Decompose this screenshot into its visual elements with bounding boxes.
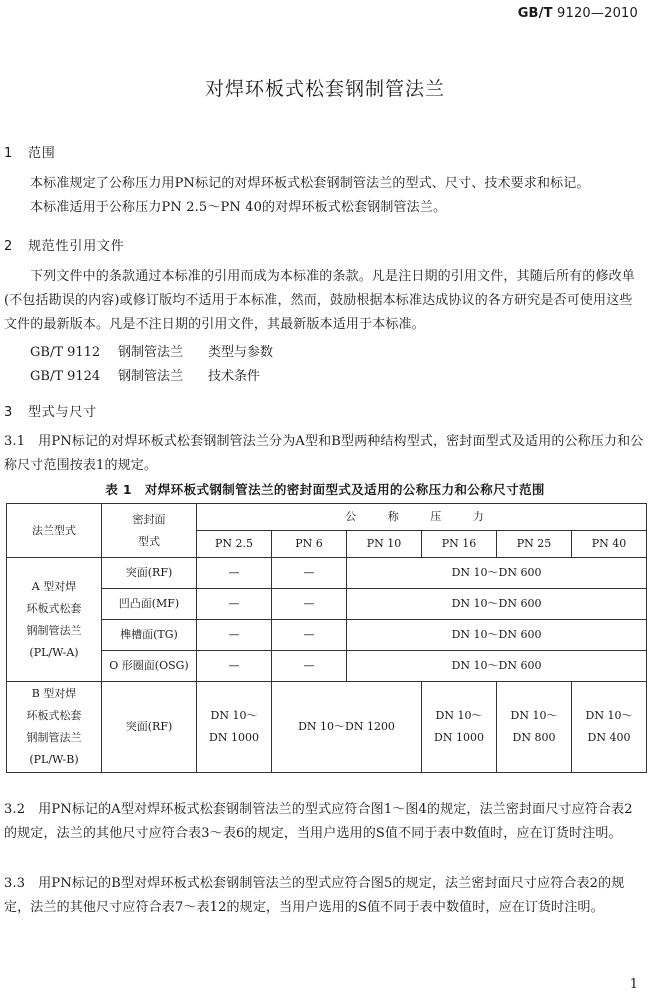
header-pn: PN 2.5	[197, 531, 272, 558]
header-pn: PN 40	[572, 531, 647, 558]
value-cell: DN 10～ DN 1000	[422, 682, 497, 773]
type-b-cell: B 型对焊 环板式松套 钢制管法兰 (PL/W-B)	[7, 682, 102, 773]
header-pn: PN 25	[497, 531, 572, 558]
section-3-heading: 3 型式与尺寸	[4, 405, 98, 420]
reference-item: GB/T 9124 钢制管法兰 技术条件	[30, 369, 261, 384]
table-row	[7, 589, 647, 620]
value-cell: —	[197, 558, 272, 589]
table-1-caption: 表 1 对焊环板式钢制管法兰的密封面型式及适用的公称压力和公称尺寸范围	[105, 482, 545, 497]
reference-item: GB/T 9112 钢制管法兰 类型与参数	[30, 345, 274, 360]
seal-cell: 凹凸面(MF)	[102, 589, 197, 620]
range-cell: DN 10～DN 600	[347, 589, 647, 620]
seal-cell: 突面(RF)	[102, 682, 197, 773]
value-cell: DN 10～ DN 1000	[197, 682, 272, 773]
value-cell: —	[197, 589, 272, 620]
table-1	[6, 503, 647, 773]
section-2-heading: 2 规范性引用文件	[4, 239, 125, 254]
table-row	[7, 558, 647, 589]
standard-code: GB/T 9120—2010	[517, 6, 638, 21]
seal-cell: 突面(RF)	[102, 558, 197, 589]
table-row	[7, 620, 647, 651]
section-1-paragraph-1: 本标准规定了公称压力用PN标记的对焊环板式松套钢制管法兰的型式、尺寸、技术要求和标记。	[30, 176, 590, 191]
section-1-heading: 1 范围	[4, 146, 56, 161]
value-cell: —	[272, 589, 347, 620]
value-cell: —	[272, 651, 347, 682]
header-flange-type: 法兰型式	[7, 504, 102, 558]
table-row	[7, 651, 647, 682]
header-pn: PN 16	[422, 531, 497, 558]
header-nominal-pressure: 公 称 压 力	[197, 504, 647, 531]
value-cell: —	[272, 620, 347, 651]
clause-3-2: 3.2 用PN标记的A型对焊环板式松套钢制管法兰的型式应符合图1～图4的规定，法兰密封面尺寸应符合表2的规定，法兰的其他尺寸应符合表3～表6的规定，当用户选用的S值不同于表中数值时，应在订货时注明。	[4, 802, 633, 841]
range-cell: DN 10～DN 1200	[272, 682, 422, 773]
range-cell: DN 10～DN 600	[347, 620, 647, 651]
header-seal-type: 密封面 型式	[102, 504, 197, 558]
value-cell: —	[197, 620, 272, 651]
header-pn: PN 10	[347, 531, 422, 558]
header-pn: PN 6	[272, 531, 347, 558]
section-1-paragraph-2: 本标准适用于公称压力PN 2.5～PN 40的对焊环板式松套钢制管法兰。	[30, 200, 447, 215]
seal-cell: 榫槽面(TG)	[102, 620, 197, 651]
section-2-paragraph: 下列文件中的条款通过本标准的引用而成为本标准的条款。凡是注日期的引用文件，其随后所有的修改单(不包括勘误的内容)或修订版均不适用于本标准，然而，鼓励根据本标准达成协议的各方研究是否可使用这些文件的最新版本。凡是不注日期的引用文件，其最新版本适用于本标准。	[4, 269, 635, 332]
seal-cell: O 形圈面(OSG)	[102, 651, 197, 682]
range-cell: DN 10～DN 600	[347, 558, 647, 589]
clause-3-1: 3.1 用PN标记的对焊环板式松套钢制管法兰分为A型和B型两种结构型式，密封面型式及适用的公称压力和公称尺寸范围按表1的规定。	[4, 434, 644, 473]
page-number: 1	[629, 977, 638, 992]
table-row	[7, 682, 647, 773]
range-cell: DN 10～DN 600	[347, 651, 647, 682]
value-cell: —	[197, 651, 272, 682]
value-cell: —	[272, 558, 347, 589]
type-a-cell: A 型对焊 环板式松套 钢制管法兰 (PL/W-A)	[7, 558, 102, 682]
value-cell: DN 10～ DN 800	[497, 682, 572, 773]
value-cell: DN 10～ DN 400	[572, 682, 647, 773]
clause-3-3: 3.3 用PN标记的B型对焊环板式松套钢制管法兰的型式应符合图5的规定，法兰密封面尺寸应符合表2的规定，法兰的其他尺寸应符合表7～表12的规定，当用户选用的S值不同于表中数值时，应在订货时注明。	[4, 876, 625, 915]
document-title: 对焊环板式松套钢制管法兰	[204, 78, 445, 100]
